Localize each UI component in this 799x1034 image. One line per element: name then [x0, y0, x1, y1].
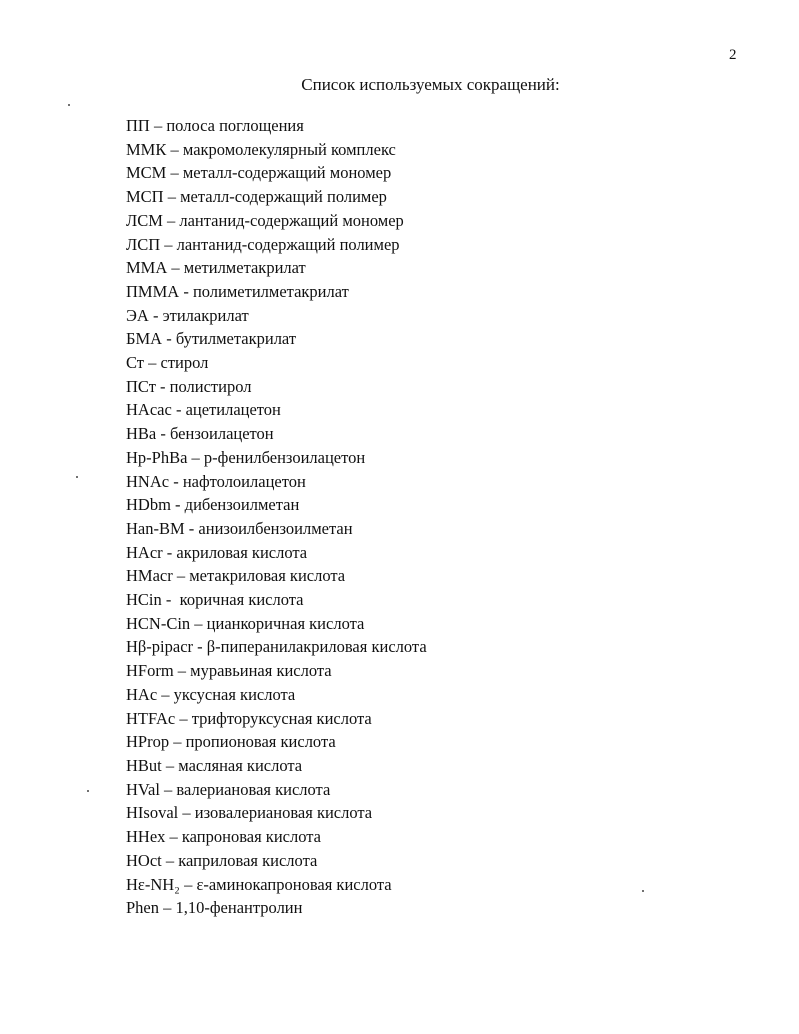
abbreviation-definition: валериановая кислота [176, 779, 331, 799]
abbreviation-term: Ст [126, 353, 144, 373]
abbreviation-item [126, 683, 427, 707]
abbreviation-definition: капроновая кислота [181, 827, 321, 847]
abbreviation-separator: – [166, 139, 183, 159]
abbreviation-separator: – [149, 116, 167, 135]
abbreviation-term: Hε-NH₂ [126, 874, 180, 894]
abbreviation-item [126, 635, 427, 659]
abbreviation-definition: р-фенилбензоилацетон [203, 447, 366, 467]
abbreviation-item [126, 256, 427, 280]
abbreviation-item [126, 161, 427, 185]
abbreviation-definition: полоса поглощения [166, 116, 304, 135]
abbreviation-item [126, 564, 427, 588]
abbreviation-separator: - [162, 542, 177, 562]
abbreviation-separator: - [171, 400, 186, 420]
abbreviation-term: HProp [126, 732, 170, 752]
abbreviation-definition: β-пиперанилакриловая кислота [206, 637, 427, 657]
abbreviation-definition: ε-аминокапроновая кислота [196, 874, 392, 894]
abbreviation-item [126, 138, 427, 162]
abbreviation-definition: макромолекулярный комплекс [182, 139, 396, 159]
abbreviation-separator: - [156, 424, 170, 444]
abbreviation-term: БМА [126, 329, 163, 349]
abbreviation-item [126, 209, 427, 233]
abbreviation-item [126, 778, 427, 802]
abbreviation-item [126, 707, 427, 731]
abbreviation-separator: - [179, 281, 193, 301]
abbreviation-definition: метакриловая кислота [189, 566, 346, 586]
abbreviation-separator: – [173, 661, 191, 681]
abbreviation-separator: – [178, 803, 195, 823]
abbreviation-item [126, 446, 427, 470]
abbreviation-term: Han-BM [126, 518, 185, 538]
abbreviation-definition: нафтолоилацетон [182, 471, 306, 491]
abbreviation-definition: бензоилацетон [170, 424, 274, 444]
scan-speck [68, 104, 70, 106]
abbreviation-separator: – [187, 447, 204, 467]
abbreviation-definition: метилметакрилат [183, 258, 306, 278]
abbreviation-definition: уксусная кислота [173, 684, 296, 704]
abbreviation-term: HCN-Cin [126, 613, 191, 633]
abbreviation-item [126, 233, 427, 257]
abbreviation-term: HForm [126, 661, 174, 681]
abbreviation-definition: изовалериановая кислота [194, 803, 373, 823]
abbreviation-term: ПП [126, 116, 150, 135]
abbreviation-item [126, 873, 427, 897]
abbreviation-term: ЛСМ [126, 210, 163, 230]
abbreviation-item [126, 754, 427, 778]
abbreviation-term: Hβ-pipacr [126, 637, 194, 657]
abbreviation-term: HVal [126, 779, 160, 799]
abbreviation-item [126, 517, 427, 541]
abbreviation-separator: – [167, 258, 184, 278]
abbreviation-separator: - [169, 471, 183, 491]
abbreviation-separator: – [175, 708, 192, 728]
scan-speck [87, 790, 89, 792]
abbreviation-definition: цианкоричная кислота [206, 613, 365, 633]
abbreviation-definition: каприловая кислота [178, 850, 318, 870]
abbreviation-term: HIsoval [126, 803, 179, 823]
abbreviation-term: HAcac [126, 400, 172, 420]
abbreviation-definition: 1,10-фенантролин [175, 898, 303, 918]
abbreviation-term: ММА [126, 258, 168, 278]
abbreviation-separator: – [162, 210, 180, 230]
abbreviation-term: HOct [126, 850, 162, 870]
abbreviation-definition: этилакрилат [162, 305, 249, 325]
abbreviation-item [126, 493, 427, 517]
abbreviation-term: HCin [126, 590, 162, 610]
abbreviation-item [126, 351, 427, 375]
abbreviation-item [126, 114, 427, 138]
abbreviation-item [126, 422, 427, 446]
abbreviation-item [126, 470, 427, 494]
abbreviation-separator: – [161, 755, 179, 775]
abbreviation-separator: – [157, 684, 174, 704]
abbreviation-definition: полиметилметакрилат [192, 281, 349, 301]
abbreviation-item [126, 375, 427, 399]
abbreviation-definition: ацетилацетон [185, 400, 281, 420]
abbreviation-term: HAcr [126, 542, 163, 562]
abbreviation-item [126, 612, 427, 636]
abbreviation-term: ПММА [126, 281, 180, 301]
page-title: Список используемых сокращений: [301, 75, 560, 94]
abbreviation-term: HAc [126, 684, 158, 704]
abbreviation-separator: – [190, 613, 207, 633]
abbreviation-definition: бутилметакрилат [175, 329, 297, 349]
abbreviation-definition: металл-содержащий мономер [182, 163, 392, 183]
abbreviation-separator: - [155, 376, 170, 396]
abbreviation-definition: масляная кислота [178, 755, 303, 775]
abbreviation-term: МСП [126, 187, 164, 207]
abbreviation-definition: анизоилбензоилметан [198, 518, 353, 538]
abbreviation-definition: стирол [160, 353, 209, 373]
abbreviation-term: ПСт [126, 376, 156, 396]
abbreviation-term: Phen [126, 898, 159, 918]
abbreviation-definition: коричная кислота [179, 590, 304, 610]
abbreviation-separator: - [193, 637, 207, 657]
abbreviation-separator: - [148, 305, 163, 325]
abbreviation-separator: – [166, 163, 183, 183]
abbreviation-separator: – [161, 850, 179, 870]
abbreviation-definition: лантанид-содержащий мономер [179, 210, 404, 230]
abbreviation-definition: дибензоилметан [184, 495, 300, 515]
abbreviation-term: ЭА [126, 305, 149, 325]
abbreviation-separator: - [161, 590, 180, 610]
abbreviation-term: HHex [126, 827, 166, 847]
abbreviation-definition: лантанид-содержащий полимер [176, 234, 400, 254]
abbreviation-separator: - [184, 518, 199, 538]
abbreviation-separator: – [159, 779, 177, 799]
abbreviation-term: HTFAc [126, 708, 176, 728]
abbreviation-separator: - [162, 329, 176, 349]
abbreviation-separator: – [159, 898, 176, 918]
abbreviation-term: HBut [126, 755, 162, 775]
abbreviation-item [126, 825, 427, 849]
abbreviation-term: ММК [126, 139, 167, 159]
abbreviation-term: HBa [126, 424, 157, 444]
abbreviation-item [126, 280, 427, 304]
abbreviation-definition: пропионовая кислота [185, 732, 336, 752]
abbreviation-definition: металл-содержащий полимер [180, 187, 387, 207]
abbreviation-separator: – [163, 187, 181, 207]
abbreviation-item [126, 398, 427, 422]
page-number: 2 [729, 47, 737, 63]
abbreviation-term: ЛСП [126, 234, 161, 254]
abbreviation-term: HDbm [126, 495, 171, 515]
abbreviation-item [126, 327, 427, 351]
scan-speck [642, 890, 644, 892]
abbreviation-definition: акриловая кислота [176, 542, 308, 562]
abbreviation-item [126, 849, 427, 873]
abbreviation-separator: – [165, 827, 182, 847]
abbreviation-term: HMacr [126, 566, 173, 586]
abbreviation-term: HNAc [126, 471, 170, 491]
abbreviation-term: Hp-PhBa [126, 447, 188, 467]
scan-speck [76, 476, 78, 478]
abbreviation-item [126, 801, 427, 825]
abbreviation-definition: полистирол [169, 376, 252, 396]
abbreviation-definition: муравьиная кислота [190, 661, 332, 681]
abbreviation-separator: – [144, 353, 161, 373]
abbreviation-item [126, 730, 427, 754]
abbreviation-item [126, 541, 427, 565]
abbreviation-separator: - [170, 495, 185, 515]
abbreviation-item [126, 588, 427, 612]
abbreviation-item [126, 304, 427, 328]
abbreviation-definition: трифторуксусная кислота [191, 708, 372, 728]
abbreviation-list [126, 114, 427, 920]
abbreviation-item [126, 185, 427, 209]
abbreviation-item [126, 659, 427, 683]
abbreviation-item [126, 896, 427, 920]
abbreviation-separator: – [160, 234, 177, 254]
abbreviation-separator: – [172, 566, 190, 586]
abbreviation-term: МСМ [126, 163, 167, 183]
abbreviation-separator: – [169, 732, 186, 752]
abbreviation-separator: – [179, 874, 197, 894]
